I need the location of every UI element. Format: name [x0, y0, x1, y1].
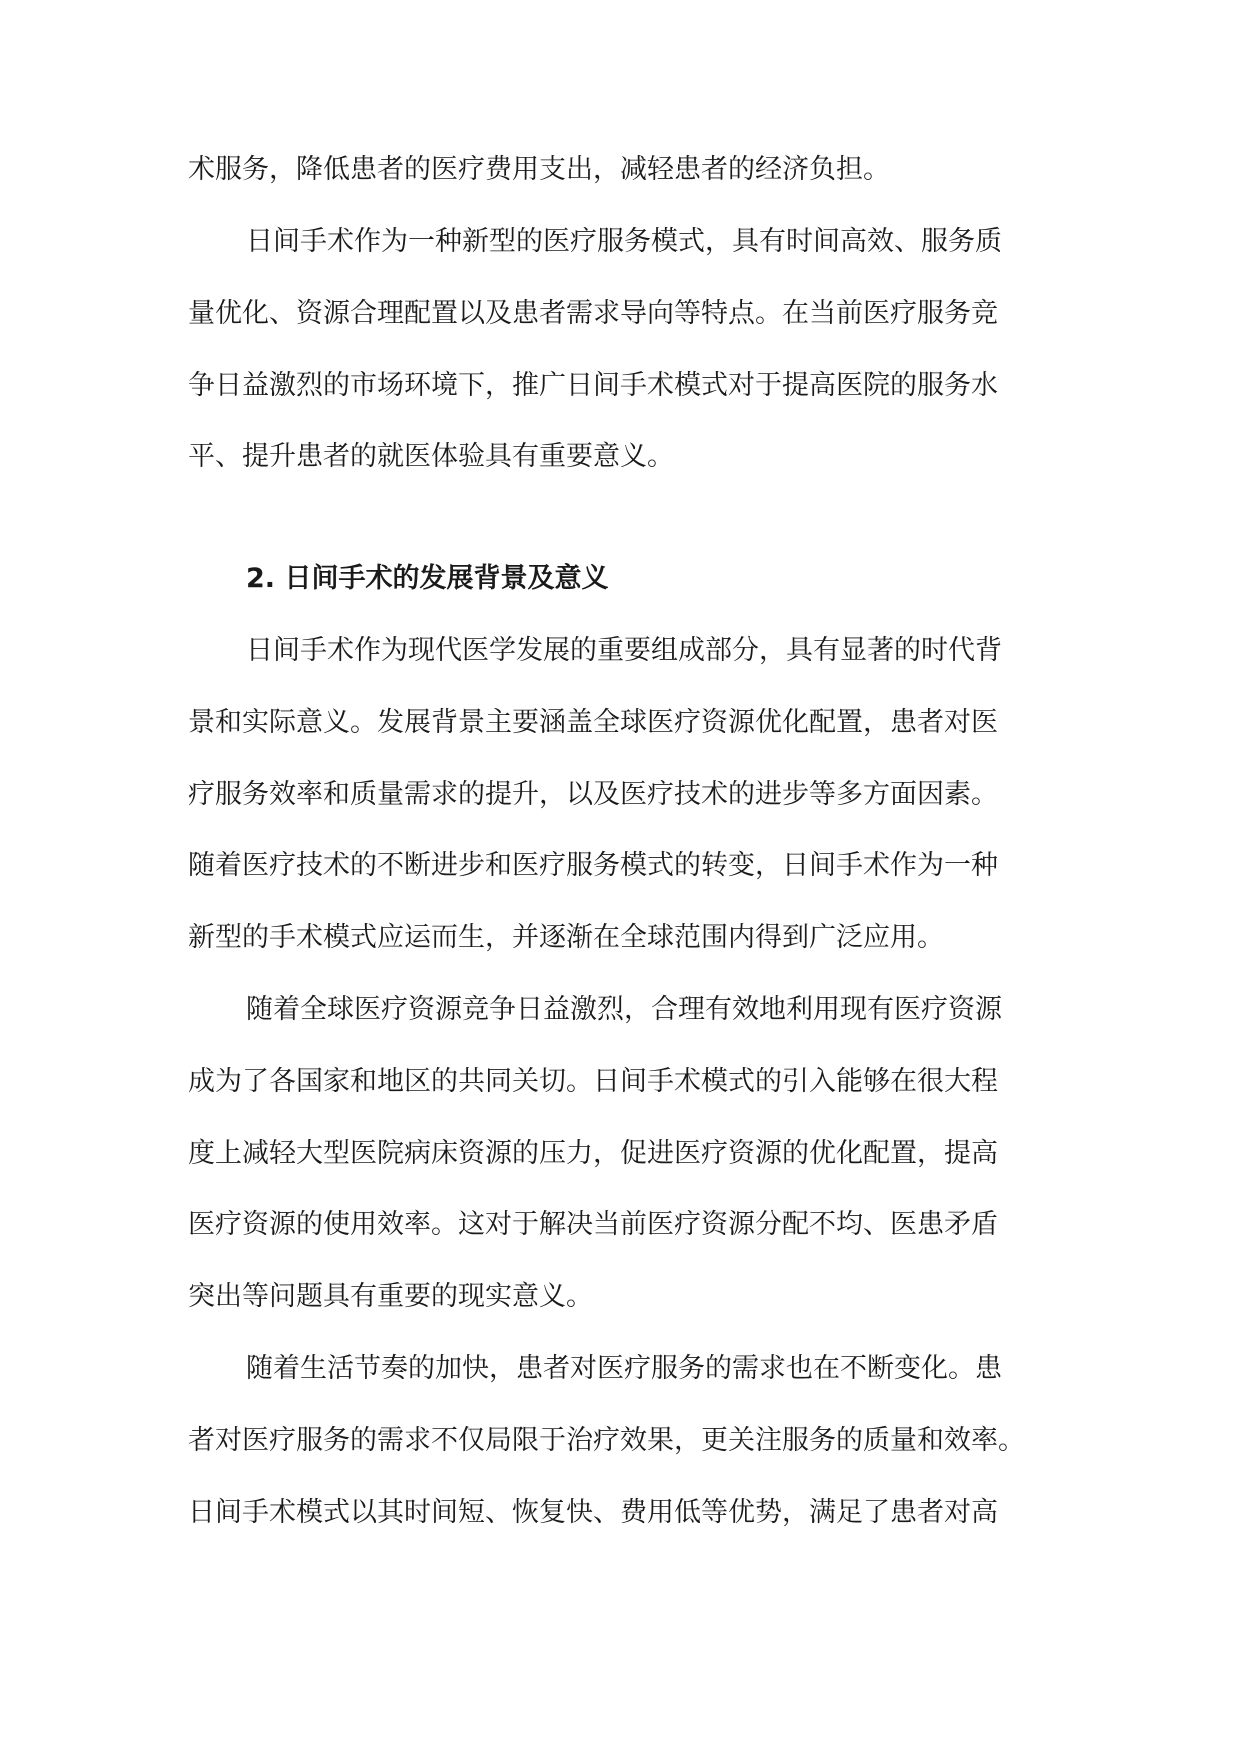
- paragraph-line: 突出等问题具有重要的现实意义。: [188, 1281, 593, 1312]
- paragraph-line: 量优化、资源合理配置以及患者需求导向等特点。在当前医疗服务竞: [188, 298, 998, 329]
- paragraph-line: 争日益激烈的市场环境下，推广日间手术模式对于提高医院的服务水: [188, 370, 998, 401]
- paragraph-line: 度上减轻大型医院病床资源的压力，促进医疗资源的优化配置，提高: [188, 1138, 998, 1169]
- paragraph-line: 景和实际意义。发展背景主要涵盖全球医疗资源优化配置，患者对医: [188, 707, 998, 738]
- paragraph-line: 随着生活节奏的加快，患者对医疗服务的需求也在不断变化。患: [246, 1353, 1002, 1384]
- paragraph-line: 平、提升患者的就医体验具有重要意义。: [188, 441, 674, 472]
- paragraph-line: 日间手术作为现代医学发展的重要组成部分，具有显著的时代背: [246, 635, 1002, 666]
- paragraph-line: 随着医疗技术的不断进步和医疗服务模式的转变，日间手术作为一种: [188, 850, 998, 881]
- section-heading: 2. 日间手术的发展背景及意义: [246, 563, 609, 594]
- paragraph-line: 疗服务效率和质量需求的提升，以及医疗技术的进步等多方面因素。: [188, 779, 998, 810]
- paragraph-line: 随着全球医疗资源竞争日益激烈，合理有效地利用现有医疗资源: [246, 994, 1002, 1025]
- paragraph-line: 日间手术模式以其时间短、恢复快、费用低等优势，满足了患者对高: [188, 1497, 998, 1528]
- paragraph-line: 术服务，降低患者的医疗费用支出，减轻患者的经济负担。: [188, 154, 890, 185]
- paragraph-line: 日间手术作为一种新型的医疗服务模式，具有时间高效、服务质: [246, 226, 1002, 257]
- paragraph-line: 医疗资源的使用效率。这对于解决当前医疗资源分配不均、医患矛盾: [188, 1209, 998, 1240]
- paragraph-line: 成为了各国家和地区的共同关切。日间手术模式的引入能够在很大程: [188, 1066, 998, 1097]
- paragraph-line: 新型的手术模式应运而生，并逐渐在全球范围内得到广泛应用。: [188, 922, 944, 953]
- paragraph-line: 者对医疗服务的需求不仅局限于治疗效果，更关注服务的质量和效率。: [188, 1425, 1025, 1456]
